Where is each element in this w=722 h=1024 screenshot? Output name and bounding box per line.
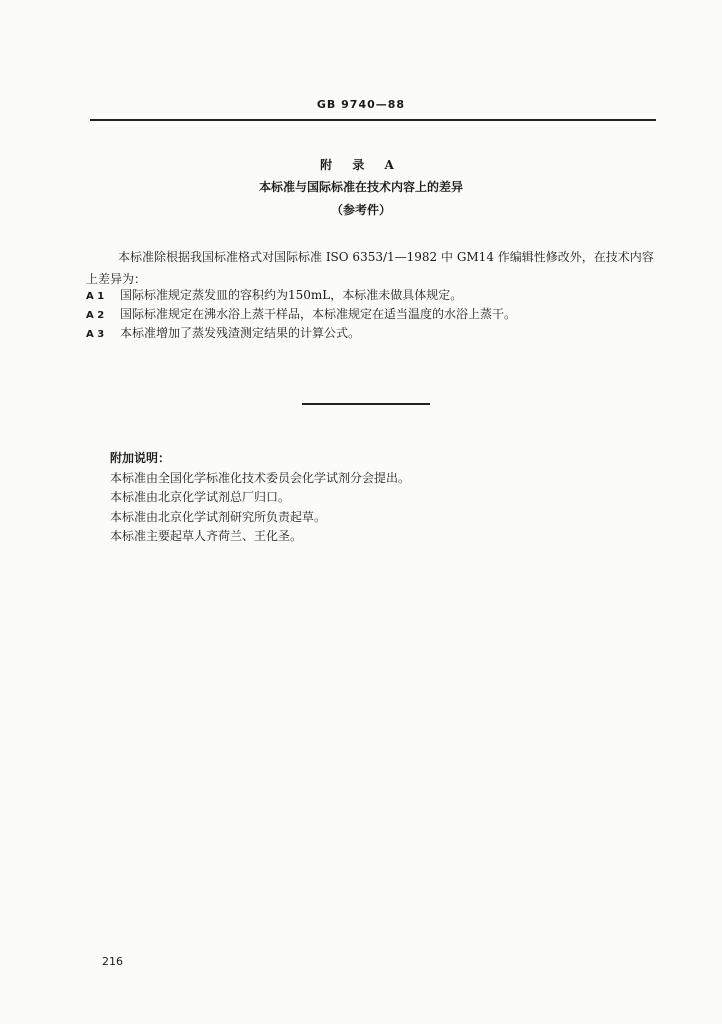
appendix-title: 附 录 A — [320, 158, 402, 172]
appendix-note: （参考件） — [330, 203, 391, 217]
section-divider — [302, 403, 430, 405]
note-line: 本标准由北京化学试剂总厂归口。 — [110, 490, 291, 504]
clause-number: A 1 — [86, 291, 105, 302]
clause-text: 国际标准规定蒸发皿的容积约为150mL，本标准未做具体规定。 — [120, 288, 463, 302]
header-rule — [90, 119, 656, 121]
clause-a1 — [86, 286, 666, 306]
clause-number: A 2 — [86, 310, 105, 321]
additional-notes — [110, 449, 630, 547]
additional-notes-title: 附加说明： — [110, 451, 171, 465]
note-line: 本标准由北京化学试剂研究所负责起草。 — [110, 509, 327, 524]
clause-a2 — [86, 305, 666, 325]
clause-number: A 3 — [86, 329, 105, 340]
clause-text: 本标准增加了蒸发残渣测定结果的计算公式。 — [120, 326, 361, 340]
intro-paragraph: 本标准除根据我国标准格式对国际标准 ISO 6353/1—1982 中 GM14 作编辑性修改外，在技术内容上差异为： — [86, 250, 654, 286]
clause-text: 国际标准规定在沸水浴上蒸干样品，本标准规定在适当温度的水浴上蒸干。 — [120, 307, 517, 321]
page-number: 216 — [102, 955, 123, 968]
note-line: 本标准由全国化学标准化技术委员会化学试剂分会提出。 — [110, 470, 411, 485]
note-line: 本标准主要起草人齐荷兰、王化圣。 — [110, 529, 303, 543]
clause-a3 — [86, 324, 666, 344]
appendix-subtitle: 本标准与国际标准在技术内容上的差异 — [258, 180, 463, 194]
standard-number-header: GB 9740—88 — [316, 98, 406, 111]
